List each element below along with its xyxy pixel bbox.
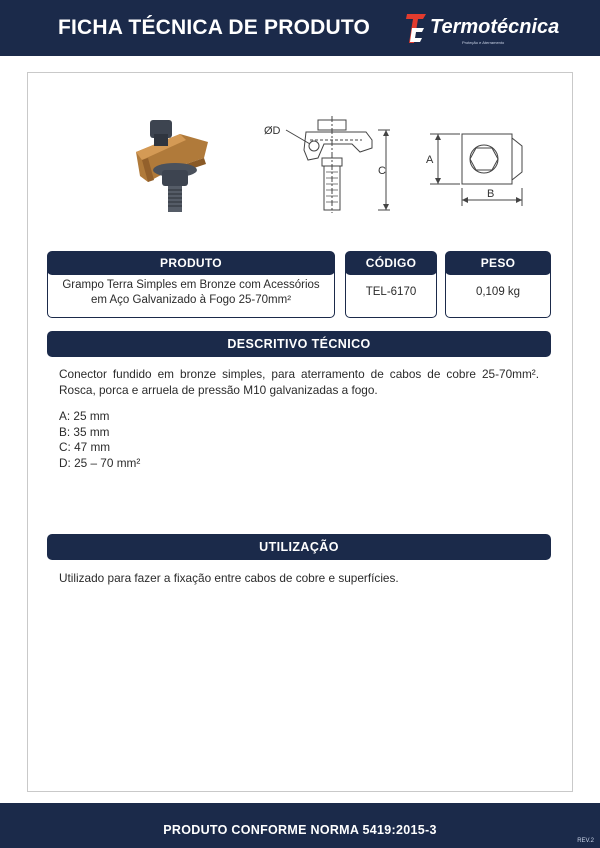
descritivo-tecnico-heading: DESCRITIVO TÉCNICO xyxy=(47,331,551,357)
codigo-value: TEL-6170 xyxy=(345,268,437,318)
produto-value: Grampo Terra Simples em Bronze com Acessórios em Aço Galvanizado à Fogo 25-70mm² xyxy=(47,268,335,318)
termotecnica-logo-icon xyxy=(404,10,430,46)
dimension-b: B: 35 mm xyxy=(59,424,110,439)
page-title: FICHA TÉCNICA DE PRODUTO xyxy=(58,16,371,39)
clamp-top-view-diagram xyxy=(418,126,528,210)
ground-clamp-photo xyxy=(128,112,214,214)
dimension-label-b: B xyxy=(487,188,495,200)
dimension-c: C: 47 mm xyxy=(59,440,111,454)
clamp-side-view-diagram xyxy=(262,114,402,214)
utilizacao-text: Utilizado para fazer a fixação entre cabos de cobre e superfícies. xyxy=(59,571,399,585)
peso-header: PESO xyxy=(445,251,551,275)
brand-logo xyxy=(404,10,574,50)
brand-tagline: Proteção e Aterramento xyxy=(462,40,505,45)
dimension-a: A: 25 mm xyxy=(59,409,110,423)
brand-name: Termotécnica xyxy=(430,16,560,38)
dimension-label-d: ØD xyxy=(264,125,281,137)
descritivo-text: Conector fundido em bronze simples, para aterramento de cabos de cobre 25-70mm². Rosca, porca e arruela de pressão M10 galvanizadas a fogo. xyxy=(59,367,539,397)
dimension-label-c: C xyxy=(378,165,386,177)
page-footer xyxy=(0,803,600,848)
produto-header: PRODUTO xyxy=(47,251,335,275)
dimension-label-a: A xyxy=(426,154,434,166)
dimension-d: D: 25 – 70 mm² xyxy=(59,455,141,470)
norma-statement: PRODUTO CONFORME NORMA 5419:2015-3 xyxy=(163,823,437,837)
utilizacao-heading: UTILIZAÇÃO xyxy=(47,534,551,560)
page-header xyxy=(0,0,600,56)
peso-value: 0,109 kg xyxy=(445,268,551,318)
dimension-list xyxy=(59,409,539,471)
revision-label: REV.2 xyxy=(577,838,594,844)
codigo-header: CÓDIGO xyxy=(345,251,437,275)
